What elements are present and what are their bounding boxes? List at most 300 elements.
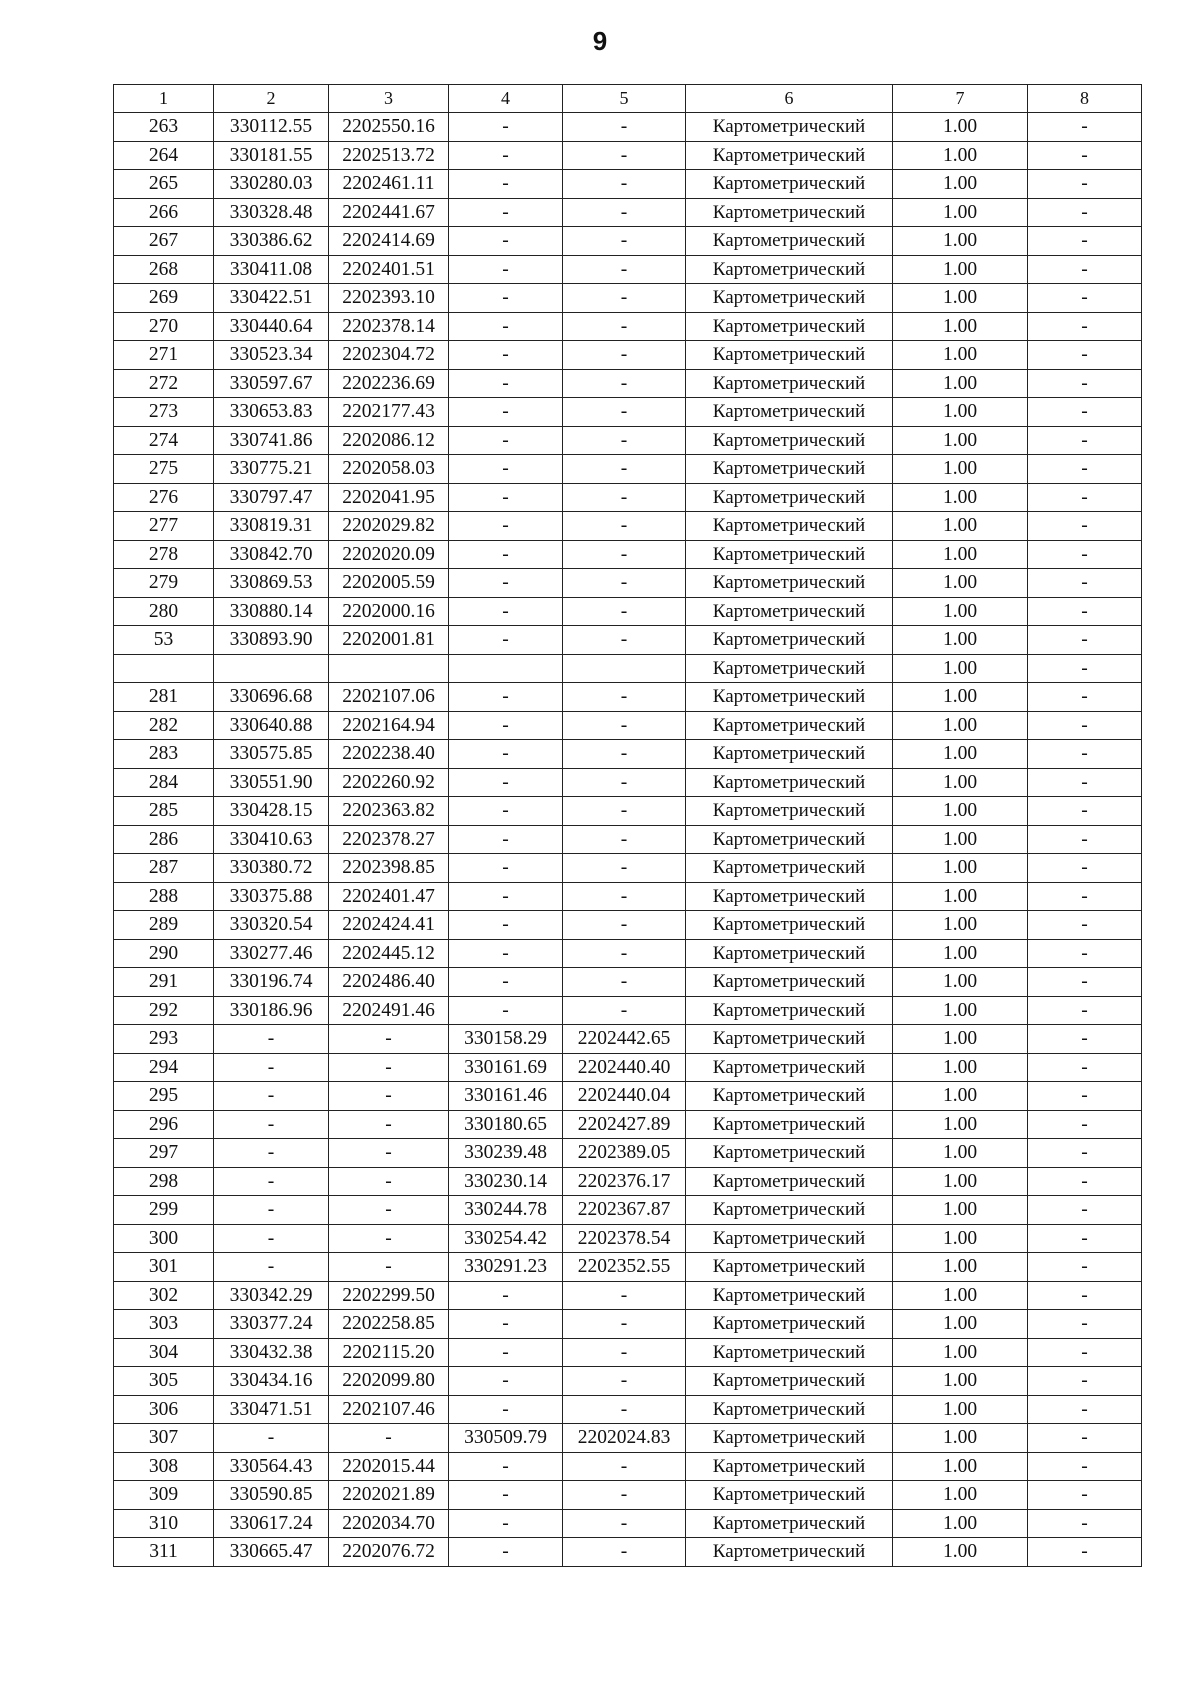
y-new-cell: - [563,740,686,769]
x-coord-cell: 330590.85 [214,1481,329,1510]
y-new-cell: - [563,141,686,170]
point-number-cell: 279 [114,569,214,598]
point-number-cell: 308 [114,1452,214,1481]
x-new-cell: 330291.23 [449,1253,563,1282]
table-row [114,569,1142,598]
note-cell: - [1028,1395,1142,1424]
y-coord-cell: 2202513.72 [329,141,449,170]
x-coord-cell: 330797.47 [214,483,329,512]
x-new-cell: 330161.69 [449,1053,563,1082]
table-row [114,654,1142,683]
x-new-cell: - [449,569,563,598]
accuracy-cell: 1.00 [893,255,1028,284]
method-cell: Картометрический [686,1196,893,1225]
note-cell: - [1028,255,1142,284]
method-cell: Картометрический [686,797,893,826]
note-cell: - [1028,797,1142,826]
x-coord-cell: 330428.15 [214,797,329,826]
x-coord-cell: - [214,1224,329,1253]
accuracy-cell: 1.00 [893,654,1028,683]
accuracy-cell: 1.00 [893,455,1028,484]
note-cell: - [1028,1338,1142,1367]
x-coord-cell: 330422.51 [214,284,329,313]
point-number-cell: 295 [114,1082,214,1111]
y-coord-cell: 2202164.94 [329,711,449,740]
x-new-cell: - [449,455,563,484]
x-new-cell: - [449,1509,563,1538]
method-cell: Картометрический [686,1481,893,1510]
point-number-cell: 272 [114,369,214,398]
y-coord-cell: - [329,1025,449,1054]
method-cell: Картометрический [686,911,893,940]
y-coord-cell: 2202177.43 [329,398,449,427]
header-cell: 2 [214,85,329,113]
method-cell: Картометрический [686,1139,893,1168]
table-row [114,1025,1142,1054]
point-number-cell: 275 [114,455,214,484]
table-row [114,1139,1142,1168]
point-number-cell: 298 [114,1167,214,1196]
y-new-cell: - [563,968,686,997]
y-coord-cell: 2202414.69 [329,227,449,256]
y-coord-cell: 2202107.46 [329,1395,449,1424]
method-cell: Картометрический [686,540,893,569]
table-row [114,797,1142,826]
method-cell: Картометрический [686,968,893,997]
x-new-cell: - [449,1452,563,1481]
x-new-cell: 330239.48 [449,1139,563,1168]
y-coord-cell: 2202260.92 [329,768,449,797]
x-new-cell: - [449,1367,563,1396]
x-new-cell: 330230.14 [449,1167,563,1196]
note-cell: - [1028,1538,1142,1567]
x-coord-cell: 330432.38 [214,1338,329,1367]
header-cell: 7 [893,85,1028,113]
x-coord-cell: - [214,1167,329,1196]
x-coord-cell: 330342.29 [214,1281,329,1310]
note-cell: - [1028,1167,1142,1196]
x-new-cell: - [449,284,563,313]
y-new-cell: - [563,1338,686,1367]
method-cell: Картометрический [686,825,893,854]
method-cell: Картометрический [686,113,893,142]
point-number-cell: 300 [114,1224,214,1253]
note-cell: - [1028,569,1142,598]
point-number-cell: 293 [114,1025,214,1054]
y-coord-cell: 2202115.20 [329,1338,449,1367]
accuracy-cell: 1.00 [893,1338,1028,1367]
method-cell: Картометрический [686,1253,893,1282]
y-new-cell: - [563,1367,686,1396]
x-new-cell: - [449,540,563,569]
table-row [114,369,1142,398]
y-coord-cell: 2202001.81 [329,626,449,655]
header-cell: 1 [114,85,214,113]
x-new-cell: - [449,740,563,769]
method-cell: Картометрический [686,1395,893,1424]
point-number-cell: 273 [114,398,214,427]
y-new-cell: - [563,911,686,940]
method-cell: Картометрический [686,683,893,712]
note-cell: - [1028,1139,1142,1168]
accuracy-cell: 1.00 [893,911,1028,940]
note-cell: - [1028,768,1142,797]
note-cell: - [1028,341,1142,370]
table-row [114,1053,1142,1082]
note-cell: - [1028,654,1142,683]
point-number-cell: 270 [114,312,214,341]
note-cell: - [1028,882,1142,911]
x-coord-cell: 330696.68 [214,683,329,712]
y-new-cell: - [563,797,686,826]
method-cell: Картометрический [686,141,893,170]
note-cell: - [1028,939,1142,968]
x-coord-cell: - [214,1424,329,1453]
accuracy-cell: 1.00 [893,1452,1028,1481]
y-coord-cell: 2202034.70 [329,1509,449,1538]
point-number-cell [114,654,214,683]
y-coord-cell: 2202021.89 [329,1481,449,1510]
point-number-cell: 288 [114,882,214,911]
y-coord-cell: 2202401.51 [329,255,449,284]
table-row [114,426,1142,455]
y-new-cell: - [563,1481,686,1510]
point-number-cell: 307 [114,1424,214,1453]
point-number-cell: 53 [114,626,214,655]
point-number-cell: 302 [114,1281,214,1310]
x-coord-cell: 330440.64 [214,312,329,341]
point-number-cell: 278 [114,540,214,569]
x-coord-cell: 330741.86 [214,426,329,455]
accuracy-cell: 1.00 [893,1310,1028,1339]
method-cell: Картометрический [686,654,893,683]
y-new-cell: - [563,711,686,740]
note-cell: - [1028,198,1142,227]
method-cell: Картометрический [686,1538,893,1567]
accuracy-cell: 1.00 [893,968,1028,997]
x-new-cell: 330244.78 [449,1196,563,1225]
y-coord-cell: 2202058.03 [329,455,449,484]
method-cell: Картометрический [686,854,893,883]
y-coord-cell: 2202015.44 [329,1452,449,1481]
table-row [114,1424,1142,1453]
accuracy-cell: 1.00 [893,483,1028,512]
y-new-cell: - [563,882,686,911]
point-number-cell: 285 [114,797,214,826]
x-coord-cell: - [214,1253,329,1282]
point-number-cell: 281 [114,683,214,712]
note-cell: - [1028,1310,1142,1339]
method-cell: Картометрический [686,255,893,284]
table-row [114,683,1142,712]
method-cell: Картометрический [686,1424,893,1453]
x-new-cell: - [449,1338,563,1367]
x-new-cell: - [449,1538,563,1567]
y-new-cell: - [563,1310,686,1339]
note-cell: - [1028,626,1142,655]
table-row [114,1338,1142,1367]
header-cell: 6 [686,85,893,113]
table-row [114,1481,1142,1510]
method-cell: Картометрический [686,1110,893,1139]
table-row [114,626,1142,655]
y-coord-cell: - [329,1253,449,1282]
table-body [114,85,1142,1567]
accuracy-cell: 1.00 [893,1538,1028,1567]
point-number-cell: 306 [114,1395,214,1424]
method-cell: Картометрический [686,1310,893,1339]
note-cell: - [1028,1481,1142,1510]
y-coord-cell: 2202363.82 [329,797,449,826]
point-number-cell: 290 [114,939,214,968]
x-new-cell [449,654,563,683]
point-number-cell: 265 [114,170,214,199]
x-new-cell: - [449,711,563,740]
table-row [114,483,1142,512]
x-new-cell: 330509.79 [449,1424,563,1453]
table-row [114,740,1142,769]
x-new-cell: - [449,968,563,997]
x-coord-cell: - [214,1025,329,1054]
accuracy-cell: 1.00 [893,398,1028,427]
x-new-cell: - [449,170,563,199]
x-new-cell: - [449,227,563,256]
y-new-cell: 2202427.89 [563,1110,686,1139]
accuracy-cell: 1.00 [893,540,1028,569]
x-coord-cell: 330186.96 [214,996,329,1025]
note-cell: - [1028,854,1142,883]
table-row [114,512,1142,541]
table-row [114,882,1142,911]
table-row [114,1167,1142,1196]
y-coord-cell: 2202299.50 [329,1281,449,1310]
note-cell: - [1028,312,1142,341]
table-row [114,1509,1142,1538]
table-row [114,1196,1142,1225]
table-row [114,1538,1142,1567]
x-coord-cell: 330640.88 [214,711,329,740]
y-coord-cell: 2202441.67 [329,198,449,227]
y-coord-cell: 2202107.06 [329,683,449,712]
note-cell: - [1028,968,1142,997]
note-cell: - [1028,540,1142,569]
note-cell: - [1028,455,1142,484]
point-number-cell: 311 [114,1538,214,1567]
y-coord-cell: 2202304.72 [329,341,449,370]
y-new-cell: - [563,825,686,854]
note-cell: - [1028,170,1142,199]
accuracy-cell: 1.00 [893,939,1028,968]
y-coord-cell: 2202461.11 [329,170,449,199]
y-coord-cell: 2202238.40 [329,740,449,769]
note-cell: - [1028,483,1142,512]
point-number-cell: 305 [114,1367,214,1396]
table-row [114,768,1142,797]
y-coord-cell: 2202258.85 [329,1310,449,1339]
y-coord-cell: 2202398.85 [329,854,449,883]
point-number-cell: 291 [114,968,214,997]
method-cell: Картометрический [686,341,893,370]
x-coord-cell [214,654,329,683]
method-cell: Картометрический [686,1224,893,1253]
y-coord-cell: 2202486.40 [329,968,449,997]
x-coord-cell: 330181.55 [214,141,329,170]
note-cell: - [1028,227,1142,256]
y-new-cell: - [563,540,686,569]
x-new-cell: - [449,797,563,826]
y-coord-cell: 2202378.27 [329,825,449,854]
x-coord-cell: 330665.47 [214,1538,329,1567]
accuracy-cell: 1.00 [893,1481,1028,1510]
note-cell: - [1028,113,1142,142]
x-new-cell: - [449,939,563,968]
table-row [114,1310,1142,1339]
method-cell: Картометрический [686,284,893,313]
method-cell: Картометрический [686,198,893,227]
point-number-cell: 271 [114,341,214,370]
x-coord-cell: 330893.90 [214,626,329,655]
table-row [114,968,1142,997]
point-number-cell: 286 [114,825,214,854]
method-cell: Картометрический [686,569,893,598]
y-new-cell: - [563,854,686,883]
method-cell: Картометрический [686,312,893,341]
y-new-cell: - [563,512,686,541]
coordinates-table [113,84,1142,1567]
x-new-cell: - [449,512,563,541]
y-coord-cell: 2202393.10 [329,284,449,313]
note-cell: - [1028,284,1142,313]
note-cell: - [1028,426,1142,455]
accuracy-cell: 1.00 [893,284,1028,313]
point-number-cell: 297 [114,1139,214,1168]
method-cell: Картометрический [686,1167,893,1196]
note-cell: - [1028,911,1142,940]
y-new-cell: - [563,1395,686,1424]
x-coord-cell: 330471.51 [214,1395,329,1424]
table-row [114,113,1142,142]
x-coord-cell: 330775.21 [214,455,329,484]
table-row [114,1452,1142,1481]
note-cell: - [1028,1509,1142,1538]
y-new-cell: - [563,170,686,199]
method-cell: Картометрический [686,1509,893,1538]
y-coord-cell: 2202029.82 [329,512,449,541]
y-coord-cell: - [329,1224,449,1253]
y-new-cell: - [563,768,686,797]
method-cell: Картометрический [686,711,893,740]
x-coord-cell: 330564.43 [214,1452,329,1481]
point-number-cell: 289 [114,911,214,940]
x-coord-cell: 330411.08 [214,255,329,284]
y-coord-cell: 2202401.47 [329,882,449,911]
method-cell: Картометрический [686,369,893,398]
x-new-cell: 330161.46 [449,1082,563,1111]
accuracy-cell: 1.00 [893,1025,1028,1054]
accuracy-cell: 1.00 [893,1509,1028,1538]
y-new-cell: - [563,369,686,398]
x-new-cell: - [449,398,563,427]
table-row [114,540,1142,569]
x-new-cell: - [449,911,563,940]
accuracy-cell: 1.00 [893,1224,1028,1253]
y-new-cell: - [563,483,686,512]
x-new-cell: - [449,1310,563,1339]
point-number-cell: 274 [114,426,214,455]
x-coord-cell: 330880.14 [214,597,329,626]
table-row [114,341,1142,370]
y-new-cell: 2202024.83 [563,1424,686,1453]
table-row [114,1224,1142,1253]
method-cell: Картометрический [686,170,893,199]
method-cell: Картометрический [686,939,893,968]
note-cell: - [1028,141,1142,170]
accuracy-cell: 1.00 [893,797,1028,826]
header-cell: 8 [1028,85,1142,113]
accuracy-cell: 1.00 [893,1253,1028,1282]
method-cell: Картометрический [686,1082,893,1111]
accuracy-cell: 1.00 [893,426,1028,455]
accuracy-cell: 1.00 [893,711,1028,740]
note-cell: - [1028,1281,1142,1310]
point-number-cell: 268 [114,255,214,284]
y-new-cell: - [563,455,686,484]
method-cell: Картометрический [686,455,893,484]
method-cell: Картометрический [686,426,893,455]
accuracy-cell: 1.00 [893,1139,1028,1168]
x-coord-cell: - [214,1139,329,1168]
header-cell: 3 [329,85,449,113]
x-coord-cell: 330434.16 [214,1367,329,1396]
method-cell: Картометрический [686,1367,893,1396]
y-new-cell: - [563,426,686,455]
point-number-cell: 292 [114,996,214,1025]
x-new-cell: 330158.29 [449,1025,563,1054]
y-new-cell [563,654,686,683]
method-cell: Картометрический [686,740,893,769]
accuracy-cell: 1.00 [893,996,1028,1025]
y-new-cell: 2202389.05 [563,1139,686,1168]
x-coord-cell: 330575.85 [214,740,329,769]
table-row [114,939,1142,968]
x-coord-cell: 330410.63 [214,825,329,854]
y-coord-cell: 2202236.69 [329,369,449,398]
note-cell: - [1028,825,1142,854]
point-number-cell: 287 [114,854,214,883]
x-coord-cell: 330328.48 [214,198,329,227]
note-cell: - [1028,1082,1142,1111]
page-number: 9 [592,26,608,56]
y-new-cell: 2202440.04 [563,1082,686,1111]
point-number-cell: 276 [114,483,214,512]
accuracy-cell: 1.00 [893,341,1028,370]
note-cell: - [1028,1424,1142,1453]
y-new-cell: - [563,996,686,1025]
table-row [114,284,1142,313]
accuracy-cell: 1.00 [893,170,1028,199]
y-coord-cell: - [329,1196,449,1225]
y-coord-cell: - [329,1053,449,1082]
y-new-cell: - [563,1538,686,1567]
accuracy-cell: 1.00 [893,141,1028,170]
point-number-cell: 296 [114,1110,214,1139]
table-row [114,1253,1142,1282]
table-row [114,1395,1142,1424]
table-row [114,1110,1142,1139]
y-new-cell: - [563,198,686,227]
method-cell: Картометрический [686,882,893,911]
table-row [114,1367,1142,1396]
